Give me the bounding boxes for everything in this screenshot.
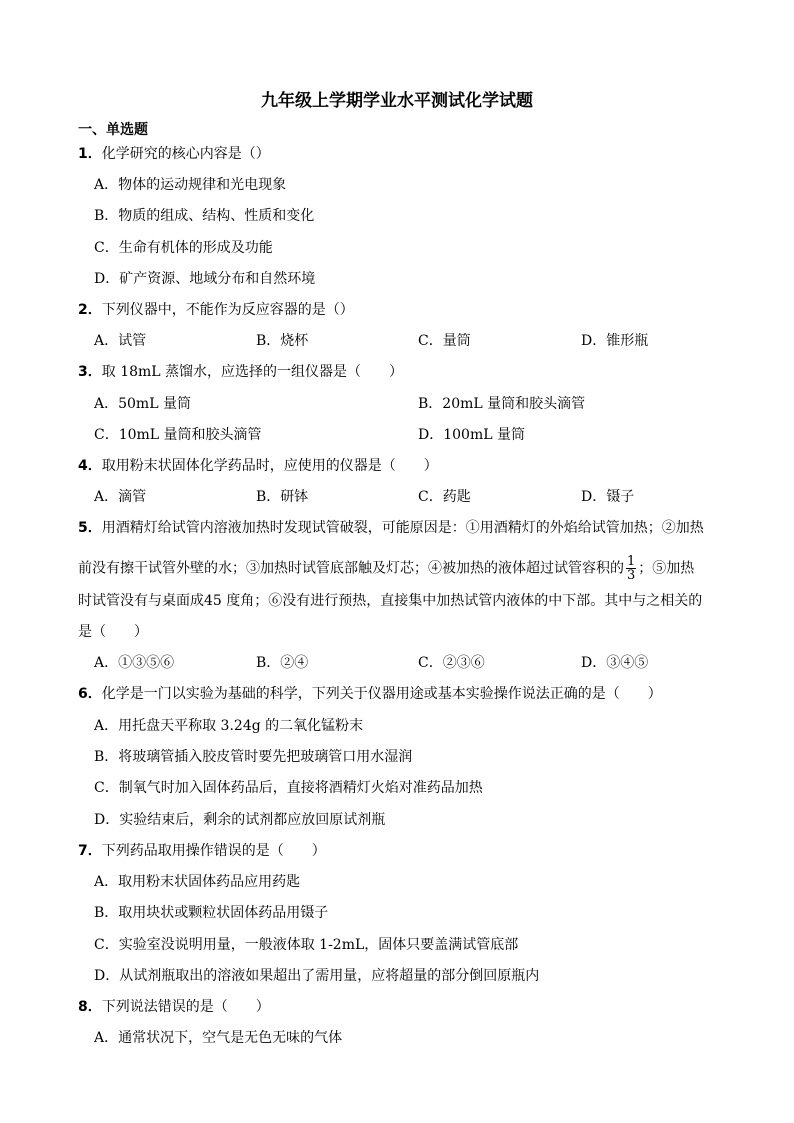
question-stem: 取 18mL 蒸馏水，应选择的一组仪器是（ ） <box>101 364 404 380</box>
option-c: C．10mL 量筒和胶头滴管 <box>94 427 262 443</box>
option-b: B．②④ <box>256 655 309 671</box>
exam-title: 九年级上学期学业水平测试化学试题 <box>261 91 533 111</box>
fraction-one-third <box>626 555 636 582</box>
option-d: D．镊子 <box>581 489 635 505</box>
question-number: 1． <box>78 146 102 162</box>
question-stem: 下列药品取用操作错误的是（ ） <box>101 843 326 859</box>
question-number: 3． <box>78 364 102 380</box>
question-number: 5． <box>78 520 102 536</box>
question-stem-line-1: 用酒精灯给试管内溶液加热时发现试管破裂，可能原因是：①用酒精灯的外焰给试管加热；②加热 <box>101 520 704 536</box>
question-number: 2． <box>78 302 102 318</box>
option-d: D．矿产资源、地域分布和自然环境 <box>94 271 316 287</box>
fraction-numerator: 1 <box>627 554 636 569</box>
option-d: D．③④⑤ <box>581 655 649 671</box>
option-c: C．②③⑥ <box>418 655 485 671</box>
question-stem: 取用粉末状固体化学药品时，应使用的仪器是（ ） <box>101 458 438 474</box>
question-stem: 下列说法错误的是（ ） <box>101 999 270 1015</box>
question-number: 8． <box>78 999 102 1015</box>
option-a: A．取用粉末状固体药品应用药匙 <box>94 874 301 890</box>
option-c: C．药匙 <box>418 489 471 505</box>
option-a: A．滴管 <box>94 489 147 505</box>
question-1 <box>78 145 270 163</box>
option-a: A．用托盘天平称取 3.24g 的二氧化锰粉末 <box>94 718 364 734</box>
question-3 <box>78 363 403 381</box>
question-stem: 化学是一门以实验为基础的科学，下列关于仪器用途或基本实验操作说法正确的是（ ） <box>101 686 662 702</box>
option-c: C．生命有机体的形成及功能 <box>94 240 273 256</box>
question-2 <box>78 301 354 319</box>
option-a: A．试管 <box>94 333 147 349</box>
question-5-line-2 <box>78 555 694 582</box>
option-c: C．量筒 <box>418 333 471 349</box>
option-a: A．50mL 量筒 <box>94 396 191 412</box>
question-number: 7． <box>78 843 102 859</box>
option-b: B．烧杯 <box>256 333 309 349</box>
question-4 <box>78 457 438 475</box>
question-stem-line-4: 是（ ） <box>78 624 148 640</box>
option-d: D．从试剂瓶取出的溶液如果超出了需用量，应将超量的部分倒回原瓶内 <box>94 968 540 984</box>
option-d: D．实验结束后，剩余的试剂都应放回原试剂瓶 <box>94 812 386 828</box>
option-b: B．取用块状或颗粒状固体药品用镊子 <box>94 905 329 921</box>
option-a: A．通常状况下，空气是无色无味的气体 <box>94 1030 343 1046</box>
option-c: C．制氧气时加入固体药品后，直接将酒精灯火焰对准药品加热 <box>94 780 483 796</box>
option-b: B．研钵 <box>256 489 309 505</box>
question-6 <box>78 685 662 703</box>
question-stem: 化学研究的核心内容是（） <box>101 146 270 162</box>
option-a: A．①③⑤⑥ <box>94 655 175 671</box>
question-stem: 下列仪器中，不能作为反应容器的是（） <box>101 302 354 318</box>
question-stem-line-2a: 前没有擦干试管外壁的水；③加热时试管底部触及灯芯；④被加热的液体超过试管容积的 <box>78 560 624 577</box>
question-7 <box>78 842 326 860</box>
question-number: 6． <box>78 686 102 702</box>
question-8 <box>78 998 270 1016</box>
question-5 <box>78 519 704 537</box>
option-c: C．实验室没说明用量，一般液体取 1-2mL，固体只要盖满试管底部 <box>94 937 519 953</box>
option-a: A．物体的运动规律和光电现象 <box>94 177 287 193</box>
option-b: B．将玻璃管插入胶皮管时要先把玻璃管口用水湿润 <box>94 749 413 765</box>
option-b: B．物质的组成、结构、性质和变化 <box>94 208 315 224</box>
option-d: D．100mL 量筒 <box>418 427 525 443</box>
option-b: B．20mL 量筒和胶头滴管 <box>418 396 586 412</box>
fraction-denominator: 3 <box>627 568 636 583</box>
question-stem-line-3: 时试管没有与桌面成45 度角；⑥没有进行预热，直接集中加热试管内液体的中下部。其中与之相关的 <box>78 593 703 609</box>
question-number: 4． <box>78 458 102 474</box>
question-stem-line-2b: ；⑤加热 <box>638 560 695 577</box>
option-d: D．锥形瓶 <box>581 333 649 349</box>
section-heading: 一、单选题 <box>78 122 148 138</box>
